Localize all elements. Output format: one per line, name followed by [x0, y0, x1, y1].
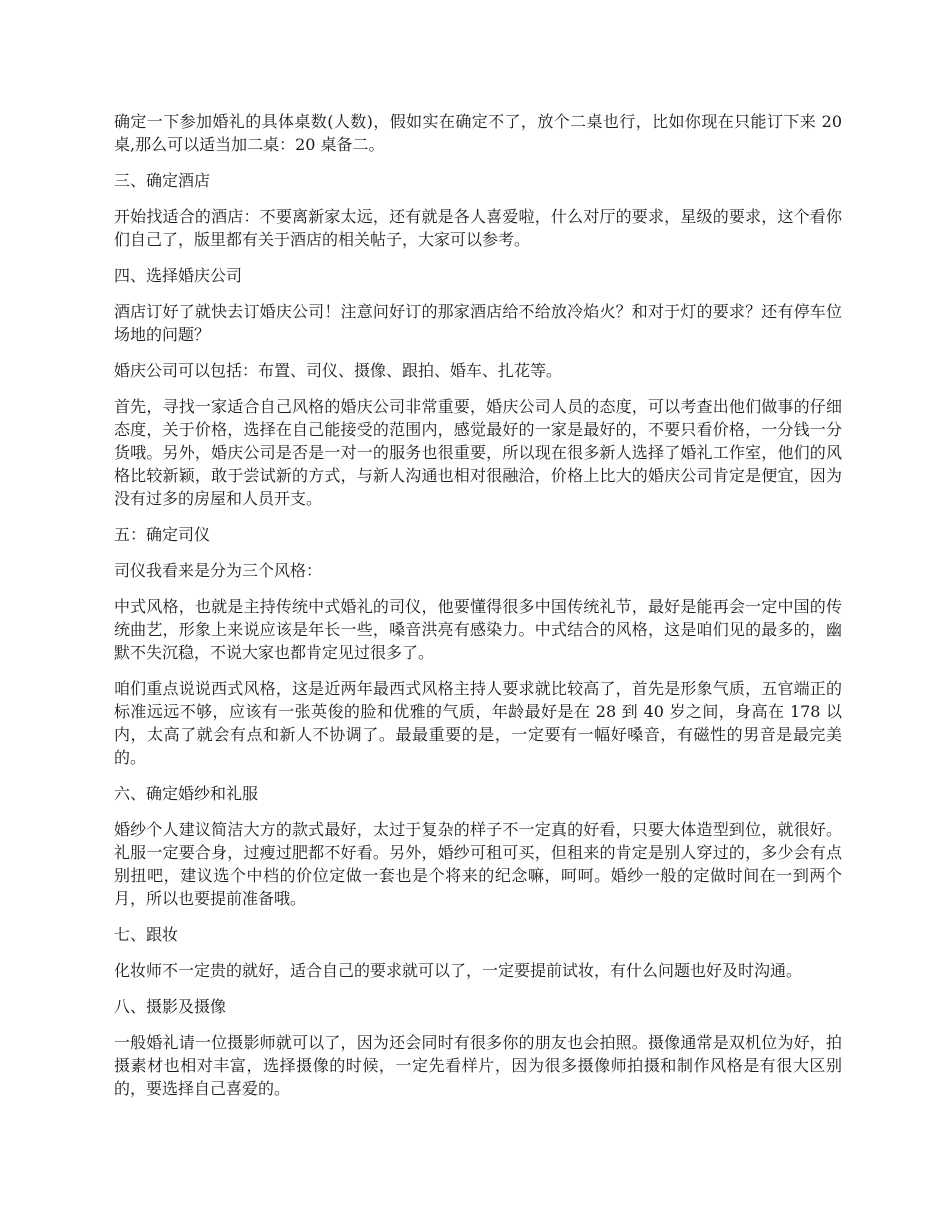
heading-wedding-company: 四、选择婚庆公司: [114, 266, 243, 285]
heading-makeup: 七、跟妆: [114, 925, 179, 944]
paragraph-emcee-styles: 司仪我看来是分为三个风格：: [114, 561, 323, 580]
heading-dress: 六、确定婚纱和礼服: [114, 784, 259, 803]
paragraph-company-choice: 首先，寻找一家适合自己风格的婚庆公司非常重要，婚庆公司人员的态度，可以考查出他们做事的仔细态度，关于价格，选择在自己能接受的范围内，感觉最好的一家是最好的，不要只看价格，一分钱一分货哦。另外，婚庆公司是否是一对一的服务也很重要，所以现在很多新人选择了婚礼工作室，他们的风格比较新颖，敢于尝试新的方式，与新人沟通也相对很融洽，价格上比大的婚庆公司肯定是便宜，因为没有过多的房屋和人员开支。: [114, 397, 842, 508]
paragraph-company-booking: 酒店订好了就快去订婚庆公司！注意问好订的那家酒店给不给放冷焰火？和对于灯的要求？还有停车位场地的问题？: [114, 302, 842, 344]
paragraph-chinese-style: 中式风格，也就是主持传统中式婚礼的司仪，他要懂得很多中国传统礼节，最好是能再会一定中国的传统曲艺，形象上来说应该是年长一些，嗓音洪亮有感染力。中式结合的风格，这是咱们见的最多的，幽默不失沉稳，不说大家也都肯定见过很多了。: [114, 597, 842, 662]
heading-photo-video: 八、摄影及摄像: [114, 997, 227, 1016]
paragraph-table-count: 确定一下参加婚礼的具体桌数(人数)，假如实在确定不了，放个二桌也行，比如你现在只能订下来 20 桌,那么可以适当加二桌：20 桌备二。: [114, 112, 842, 154]
heading-choose-hotel: 三、确定酒店: [114, 171, 211, 190]
heading-choose-emcee: 五：确定司仪: [114, 525, 211, 544]
paragraph-company-services: 婚庆公司可以包括：布置、司仪、摄像、跟拍、婚车、扎花等。: [114, 361, 563, 380]
paragraph-hotel: 开始找适合的酒店：不要离新家太远，还有就是各人喜爱啦，什么对厅的要求，星级的要求，这个看你们自己了，版里都有关于酒店的相关帖子，大家可以参考。: [114, 207, 842, 249]
paragraph-photo-video: 一般婚礼请一位摄影师就可以了，因为还会同时有很多你的朋友也会拍照。摄像通常是双机位为好，拍摄素材也相对丰富，选择摄像的时候，一定先看样片，因为很多摄像师拍摄和制作风格是有很大区别的，要选择自己喜爱的。: [114, 1033, 842, 1098]
paragraph-makeup: 化妆师不一定贵的就好，适合自己的要求就可以了，一定要提前试妆，有什么问题也好及时沟通。: [114, 961, 803, 980]
paragraph-western-style: 咱们重点说说西式风格，这是近两年最西式风格主持人要求就比较高了，首先是形象气质，五官端正的标准远远不够，应该有一张英俊的脸和优雅的气质，年龄最好是在 28 到 40 岁之间，身高在 178 以内，太高了就会有点和新人不协调了。最最重要的是，一定要有一幅好嗓音，有磁性的男音是最完美的。: [114, 679, 842, 767]
document-page: [114, 110, 842, 1113]
paragraph-dress: 婚纱个人建议简洁大方的款式最好，太过于复杂的样子不一定真的好看，只要大体造型到位，就很好。礼服一定要合身，过瘦过肥都不好看。另外，婚纱可租可买，但租来的肯定是别人穿过的，多少会有点别扭吧，建议选个中档的价位定做一套也是个将来的纪念嘛，呵呵。婚纱一般的定做时间在一到两个月，所以也要提前准备哦。: [114, 820, 842, 908]
